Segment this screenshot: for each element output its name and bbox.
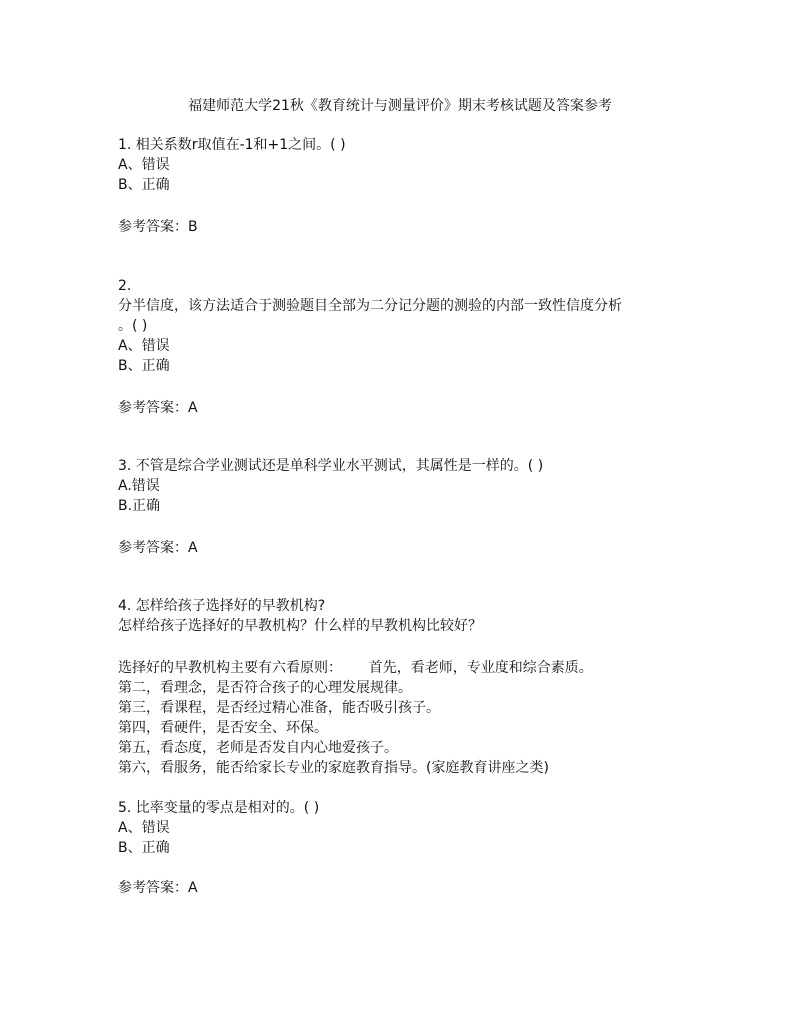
question-5-option-a: A、错误 [118,820,170,836]
question-4-answer-line: 选择好的早教机构主要有六看原则： 首先，看老师，专业度和综合素质。 [118,660,593,676]
question-4-answer-line: 第五，看态度，老师是否发自内心地爱孩子。 [118,740,398,756]
question-1-option-b: B、正确 [118,177,170,193]
question-3-option-a: A.错误 [118,478,160,494]
question-1-option-a: A、错误 [118,157,170,173]
question-2-option-b: B、正确 [118,358,170,374]
question-2-text-line-2: 。( ) [118,318,148,334]
question-4-answer-line: 第二，看理念，是否符合孩子的心理发展规律。 [118,680,412,696]
question-2-answer: 参考答案：A [118,400,198,416]
question-4-answer-line: 第四，看硬件，是否安全、环保。 [118,720,328,736]
question-5-text: 5. 比率变量的零点是相对的。( ) [118,800,320,816]
question-2-option-a: A、错误 [118,338,170,354]
question-4-text: 4. 怎样给孩子选择好的早教机构? [118,598,326,614]
question-3-option-b: B.正确 [118,498,161,514]
question-3-answer: 参考答案：A [118,540,198,556]
question-1-answer: 参考答案：B [118,219,198,235]
question-5-answer: 参考答案：A [118,880,198,896]
question-5-option-b: B、正确 [118,840,170,856]
question-2-number: 2. [118,278,132,294]
question-1-text: 1. 相关系数r取值在-1和+1之间。( ) [118,137,346,153]
question-4-sub-question: 怎样给孩子选择好的早教机构？什么样的早教机构比较好？ [118,618,482,634]
document-title: 福建师范大学21秋《教育统计与测量评价》期末考核试题及答案参考 [188,98,612,114]
question-2-text-line-1: 分半信度，该方法适合于测验题目全部为二分记分题的测验的内部一致性信度分析 [118,298,622,314]
question-3-text: 3. 不管是综合学业测试还是单科学业水平测试，其属性是一样的。( ) [118,458,544,474]
question-4-answer-line: 第三，看课程，是否经过精心准备，能否吸引孩子。 [118,700,440,716]
question-4-answer-line: 第六，看服务，能否给家长专业的家庭教育指导。(家庭教育讲座之类) [118,760,549,776]
